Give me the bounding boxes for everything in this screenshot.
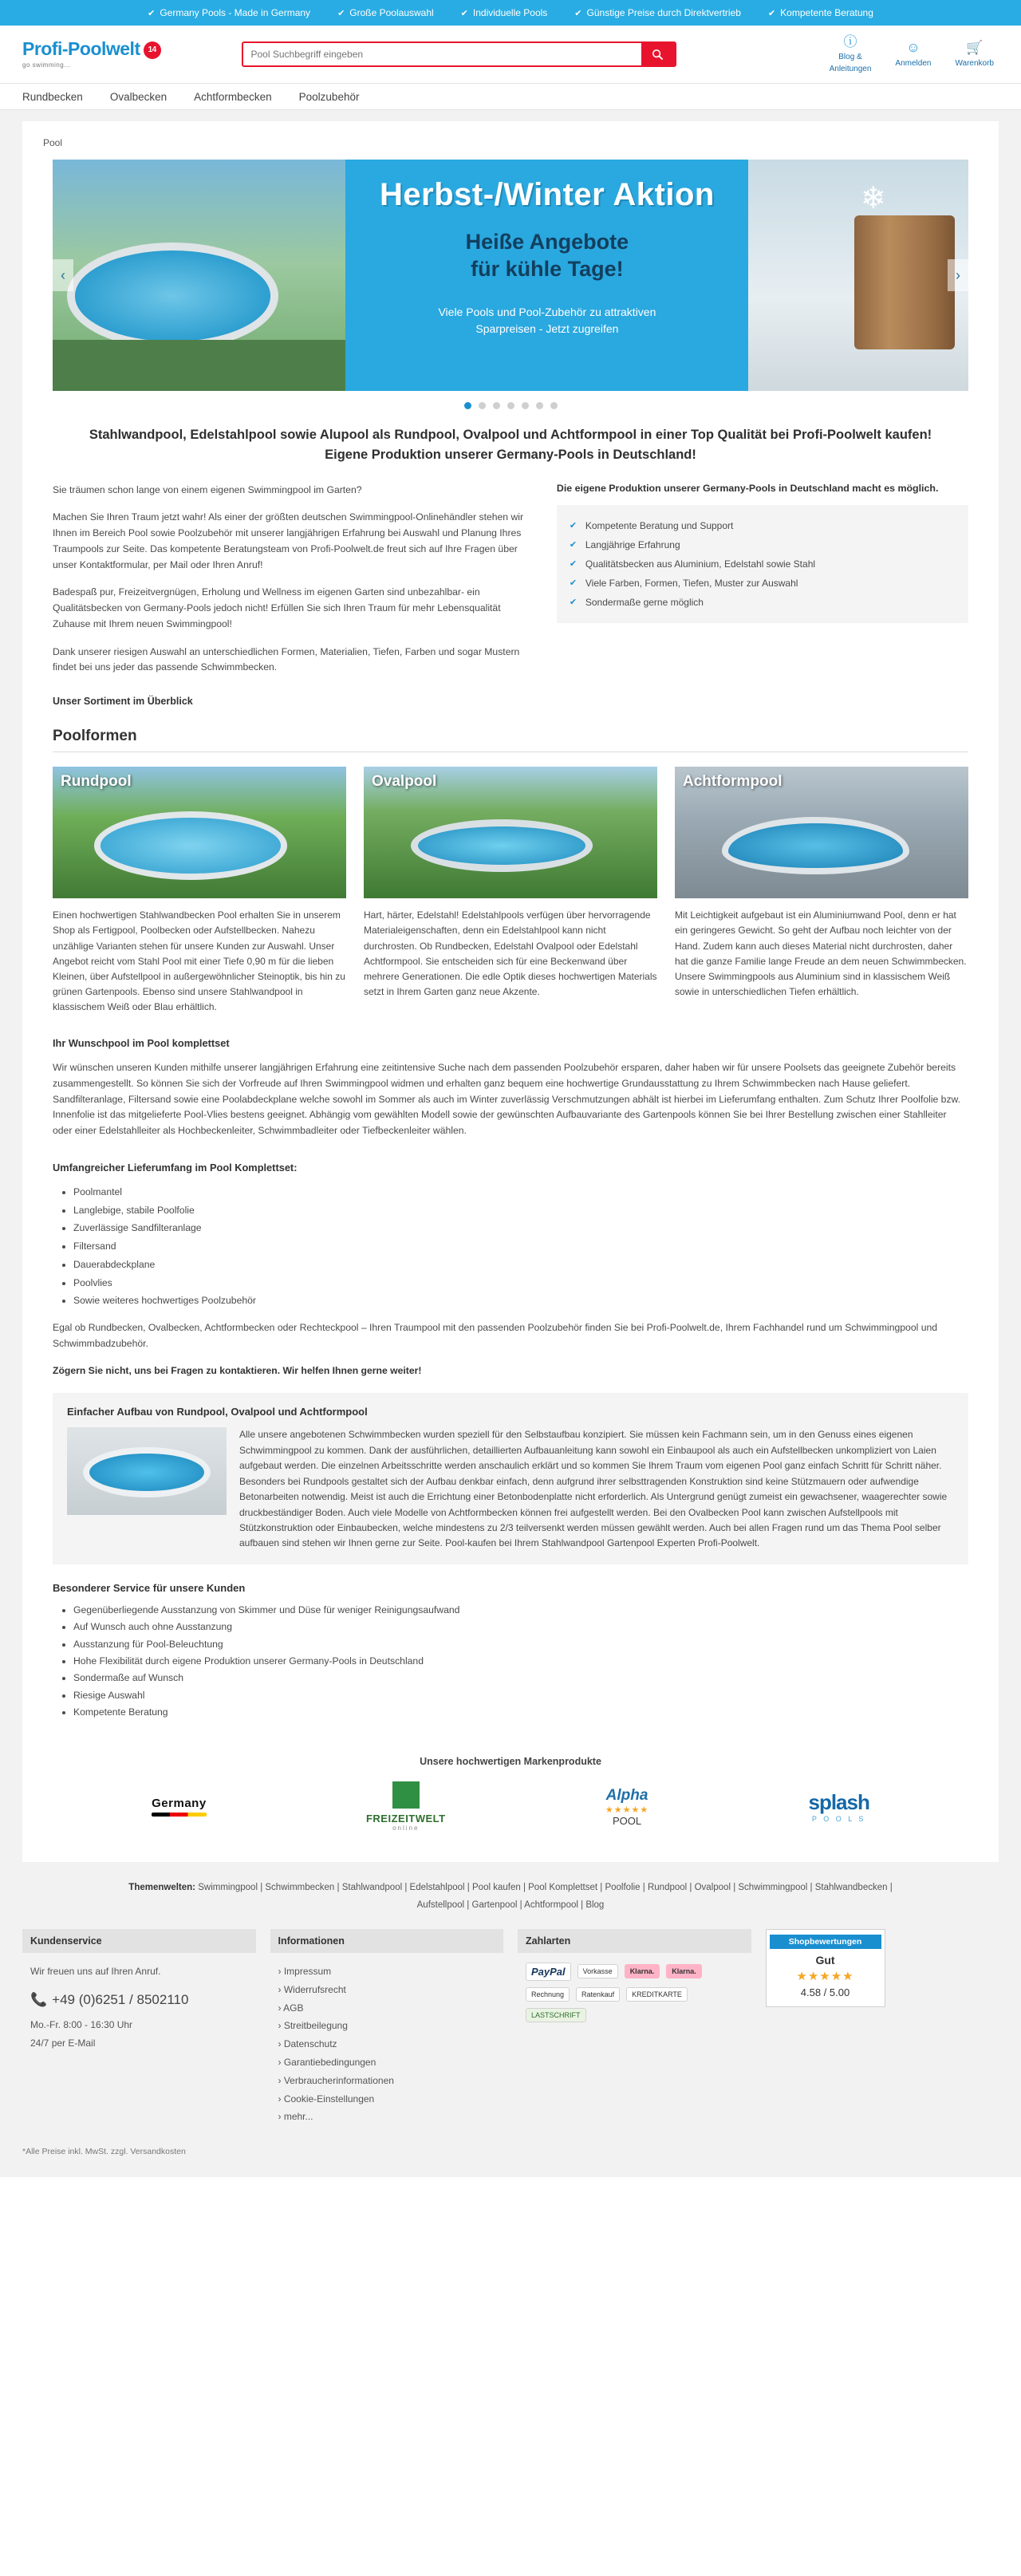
main-navigation (0, 83, 1021, 110)
intro-bullets-heading: Die eigene Produktion unserer Germany-Pools in Deutschland macht es möglich. (556, 482, 939, 494)
footer-kundenservice-body (22, 1963, 256, 2053)
usp-item (461, 7, 548, 18)
aufbau-image (67, 1427, 227, 1515)
germany-flag-icon (152, 1813, 207, 1817)
aufbau-text: Alle unsere angebotenen Schwimmbecken wurden speziell für den Selbstaufbau konzipiert. Sie müssen kein Fachmann sein, um in den Genuss eines eigenen Schwimmingpool zu kommen. Dank der ausführlichen, detaillierten Aufbauanleitung kann sowohl ein Einbaupool als auch ein Aufstellbecken unkompliziert von Laien aufgebaut werden. Die einzelnen Arbeitsschritte werden anschaulich erklärt und so kommen Sie Ihrem Traum vom eigenen Pool ganz einfach Schritt für Schritt näher. Besonders bei Rundpools gestaltet sich der Aufbau denkbar einfach, denn aufgrund ihrer selbsttragenden Konstruktion sind keine Stützmauern oder aufwendige Betonarbeiten notwendig. Meist ist auch die Errichtung einer Betonbodenplatte nicht erforderlich. Als Untergrund genügt zumeist ein gewachsener, waagerechter sowie druckbeständiger Boden. Auch viele Modelle von Achtformbecken können frei aufgestellt werden. Bei den Ovalbecken Pool kann zwischen Aufstellpools mit Stützkonstruktion oder Einbaubecken, welche mindestens zu 2/3 teilversenkt werden müssen gewählt werden. Auch bei allen Fragen rund um das Thema Pool selber aufbauen sind stehen wir Ihnen gerne zur Seite. Pool-kaufen bei Ihrem Stahlwandpool Gartenpool Experten Profi-Poolwelt. (239, 1429, 948, 1549)
shop-rating-stars-icon: ★★★★★ (796, 1969, 854, 1983)
themenwelten-label: Themenwelten: (128, 1883, 196, 1893)
footer-link-streitbeilegung[interactable]: › Streitbeilegung (278, 2020, 348, 2032)
slider-subtitle-line2: für kühle Tage! (471, 256, 624, 281)
aufbau-info-box (53, 1393, 968, 1564)
search-button[interactable] (641, 43, 675, 65)
slider-note (345, 304, 748, 337)
usp-label: Individuelle Pools (472, 7, 548, 18)
footer-rating-column (766, 1929, 999, 2126)
themenwelten-link[interactable]: Edelstahlpool (409, 1883, 465, 1893)
usp-item (574, 7, 741, 18)
check-icon: ✔ (337, 8, 345, 18)
service-section (40, 1564, 981, 1721)
intro-bullet-list (570, 516, 956, 612)
lieferumfang-heading: Umfangreicher Lieferumfang im Pool Komplettset: (53, 1162, 298, 1174)
aufbau-heading: Einfacher Aufbau von Rundpool, Ovalpool und Achtformpool (67, 1406, 368, 1418)
footer-phone[interactable] (30, 1987, 248, 2013)
usp-label: Kompetente Beratung (780, 7, 873, 18)
intro-text-column (53, 483, 536, 688)
brands-title: Unsere hochwertigen Markenprodukte (420, 1756, 601, 1768)
footer-zahlarten (518, 1929, 751, 2126)
header-login-button[interactable] (895, 40, 931, 68)
logo-tagline: go swimming... (22, 61, 71, 69)
themenwelten-link[interactable]: Schwimmbecken (265, 1883, 335, 1893)
poolform-text: Hart, härter, Edelstahl! Edelstahlpools verfügen über hervorragende Materialeigenschaften, denn ein Edelstahlpool kann nicht durchrosten. Ob Rundbecken, Edelstahl Ovalpool oder Edelstahl Achtformpool. Sie entscheiden sich für eine Beckenwand über mehrere Generationen. Die edle Optik dieses hochwertigen Materials setzt in Ihrem Garten ganz neue Akzente. (364, 909, 657, 998)
service-item: • Auf Wunsch auch ohne Ausstanzung (73, 1619, 968, 1635)
poolform-image-ovalpool (364, 767, 657, 898)
check-icon: ✔ (767, 8, 776, 18)
footer-phone-number: +49 (0)6251 / 8502110 (52, 1991, 189, 2007)
footer-informationen (270, 1929, 504, 2126)
header-blog-button[interactable] (830, 34, 872, 74)
footer-columns (22, 1929, 999, 2126)
nav-item-achtformbecken[interactable]: Achtformbecken (194, 90, 272, 103)
pool-water-shape (411, 819, 593, 872)
wunschpool-heading: Ihr Wunschpool im Pool komplettset (53, 1037, 230, 1050)
lieferumfang-item: • Zuverlässige Sandfilteranlage (73, 1221, 968, 1237)
footer-link-widerrufsrecht[interactable]: › Widerrufsrecht (278, 1983, 346, 1995)
usp-label: Germany Pools - Made in Germany (160, 7, 311, 18)
themenwelten-link[interactable]: Blog (585, 1900, 605, 1911)
payment-klarna-icon: Klarna. (625, 1964, 660, 1978)
lieferumfang-list (53, 1185, 968, 1309)
check-icon: ✔ (460, 8, 468, 18)
footer-price-note: *Alle Preise inkl. MwSt. zzgl. Versandkosten (22, 2147, 186, 2157)
footer-kundenservice-title: Kundenservice (22, 1929, 256, 1953)
shop-rating-value: 4.58 / 5.00 (800, 1986, 850, 1998)
slider-dot[interactable] (550, 402, 558, 409)
intro-section (40, 483, 981, 688)
slider-hedge (53, 340, 345, 391)
usp-item (337, 7, 434, 18)
themenwelten-link[interactable]: Stahlwandpool (341, 1883, 403, 1893)
header-blog-label-2: Anleitungen (829, 65, 872, 74)
slider-note-line2: Sparpreisen - Jetzt zugreifen (475, 322, 619, 335)
search-box[interactable] (242, 41, 676, 67)
themenwelten-link[interactable]: Pool kaufen (472, 1883, 521, 1893)
poolform-image-rundpool (53, 767, 346, 898)
intro-paragraph-2: Machen Sie Ihren Traum jetzt wahr! Als einer der größten deutschen Swimmingpool-Onlinehändler stehen wir Ihnen im Bereich Pool sowie Poolzubehör mit unserer langjährigen Erfahrung bei Auswahl und Planung Ihres Traumpools zur Seite. Das kompetente Beratungsteam von Profi-Poolwelt.de freut sich auf Ihre Fragen über unser Kontaktformular, per Mail oder Ihren Anruf! (53, 511, 524, 570)
logo-text (22, 40, 182, 59)
intro-bullet-item: ✔ Langjährige Erfahrung (570, 535, 956, 554)
footer-kundenservice-intro: Wir freuen uns auf Ihren Anruf. (30, 1965, 161, 1977)
brand-alpha[interactable] (605, 1787, 648, 1827)
intro-bullets-column (557, 483, 968, 688)
themenwelten-link[interactable]: Achtformpool (524, 1900, 578, 1911)
payment-paypal-icon: PayPal (526, 1963, 571, 1981)
slider-dot[interactable] (536, 402, 543, 409)
payment-vorkasse-icon: Vorkasse (578, 1964, 618, 1978)
nav-item-poolzubehoer[interactable]: Poolzubehör (298, 90, 360, 103)
content-card (22, 121, 999, 1862)
slider-text-panel (345, 160, 748, 391)
brands-row (40, 1781, 981, 1841)
header-actions (735, 34, 999, 74)
site-header (0, 26, 1021, 83)
aufbau-inner (67, 1427, 954, 1552)
payment-ratenkauf-icon: Ratenkauf (576, 1987, 620, 2002)
service-item: • Sondermaße auf Wunsch (73, 1670, 968, 1686)
wunschpool-section (40, 1036, 981, 1379)
poolformen-cards (40, 762, 981, 1015)
wunschpool-cta: Zögern Sie nicht, uns bei Fragen zu kontaktieren. Wir helfen Ihnen gerne weiter! (53, 1364, 422, 1376)
intro-paragraph-1: Sie träumen schon lange von einem eigenen Swimmingpool im Garten? (53, 483, 362, 495)
slider-right-image (748, 160, 968, 391)
freizeitwelt-mark-icon (392, 1781, 420, 1809)
intro-bullet-item: ✔ Viele Farben, Formen, Tiefen, Muster zur Auswahl (570, 574, 956, 593)
header-cart-button[interactable] (955, 40, 994, 68)
pool-water-shape (722, 817, 910, 875)
footer-zahlarten-title: Zahlarten (518, 1929, 751, 1953)
footer-informationen-title: Informationen (270, 1929, 504, 1953)
phone-icon: 📞 (30, 1991, 48, 2007)
search-input[interactable] (243, 43, 641, 65)
poolform-label: Achtformpool (683, 773, 783, 791)
site-footer (0, 1929, 1021, 2177)
intro-paragraph-4: Dank unserer riesigen Auswahl an unterschiedlichen Formen, Materialien, Tiefen, Farben und sogar Mustern findet bei uns jeder das passende Schwimmbecken. (53, 645, 520, 673)
lieferumfang-item: • Langlebige, stabile Poolfolie (73, 1203, 968, 1219)
footer-link-cookie-einstellungen[interactable]: › Cookie-Einstellungen (278, 2093, 375, 2105)
slider-dots (40, 391, 981, 416)
nav-item-rundbecken[interactable]: Rundbecken (22, 90, 83, 103)
service-list (53, 1602, 968, 1721)
themenwelten-link[interactable]: Pool Komplettset (528, 1883, 598, 1893)
intro-bullet-item: ✔ Kompetente Beratung und Support (570, 516, 956, 535)
themenwelten-link[interactable]: Aufstellpool (416, 1900, 465, 1911)
intro-bullet-item: ✔ Qualitätsbecken aus Aluminium, Edelstahl sowie Stahl (570, 554, 956, 574)
footer-link-mehr[interactable]: › mehr... (278, 2111, 313, 2123)
intro-bullet-item: ✔ Sondermaße gerne möglich (570, 593, 956, 612)
info-icon: ⓘ (843, 34, 857, 49)
search-icon (652, 49, 664, 61)
slider-pool-shape (67, 243, 278, 349)
poolform-card-rundpool[interactable] (53, 767, 346, 1015)
service-heading: Besonderer Service für unsere Kunden (53, 1581, 246, 1594)
payment-rechnung-icon: Rechnung (526, 1987, 570, 2002)
themenwelten-link[interactable]: Gartenpool (471, 1900, 518, 1911)
slider-dot[interactable] (522, 402, 529, 409)
usp-bar (0, 0, 1021, 26)
footer-link-impressum[interactable]: › Impressum (278, 1965, 332, 1977)
pool-water-shape (94, 811, 288, 880)
snowflake-icon: ❄ (860, 182, 886, 216)
themenwelten-link[interactable]: Rundpool (647, 1883, 688, 1893)
lieferumfang-item: • Poolvlies (73, 1276, 968, 1292)
shop-rating-widget[interactable] (766, 1929, 885, 2007)
slider-next-button[interactable]: › (948, 259, 968, 291)
poolform-card-achtformpool[interactable] (675, 767, 968, 1015)
footer-mail: 24/7 per E-Mail (30, 2037, 96, 2049)
slider-note-line1: Viele Pools und Pool-Zubehör zu attraktiven (438, 305, 656, 318)
logo-wordmark: Profi-Poolwelt (22, 38, 140, 60)
usp-item (768, 7, 873, 18)
usp-label: Große Poolauswahl (349, 7, 434, 18)
themenwelten-link[interactable]: Poolfolie (605, 1883, 641, 1893)
service-item: • Hohe Flexibilität durch eigene Produktion unserer Germany-Pools in Deutschland (73, 1653, 968, 1670)
payment-klarna-icon-2: Klarna. (666, 1964, 702, 1978)
payment-methods (518, 1963, 751, 2022)
pool-water-shape (83, 1447, 211, 1498)
footer-hours: Mo.-Fr. 8:00 - 16:30 Uhr (30, 2019, 133, 2031)
footer-link-garantiebedingungen[interactable]: › Garantiebedingungen (278, 2056, 376, 2068)
poolformen-heading: Poolformen (53, 728, 968, 752)
slider-dot[interactable] (493, 402, 500, 409)
footer-kundenservice (22, 1929, 256, 2126)
brand-germany-label: Germany (152, 1797, 207, 1811)
logo-anniversary-badge: 14 (144, 41, 161, 59)
payment-lastschrift-icon: LASTSCHRIFT (526, 2008, 586, 2022)
wunschpool-paragraph-1: Wir wünschen unseren Kunden mithilfe unserer langjährigen Erfahrung eine zeitintensive Suche nach dem passenden Poolzubehör ersparen, daher haben wir für unsere Poolsets das geeignete Zubehör bereits zusammengestellt. So können Sie sich der Vorfreude auf Ihren Swimmingpool widmen und erhalten ganz bequem eine hochwertige Grundausstattung zu Ihrem Schwimmbecken nach Hause geliefert. Sandfilteranlage, Filtersand sowie eine Poolabdeckplane welche sowohl im Sommer als auch im Winter zuverlässig Verschmutzungen abhält ist hierbei im Lieferumfang enthalten. Zum Schutz Ihrer Poolfolie bzw. Innenfolie ist das mitgelieferte Pool-Vlies bestens geeignet. Abhängig vom gewählten Modell sowie der gewünschten Aufbauvariante des Gartenpools können Sie bei Ihrer Bestellung zwischen einer Stahlleiter oder einer Edelstahlleiter als Hochbeckenleiter, Schwimmbadleiter oder Tiefbeckenleiter wählen. (53, 1062, 961, 1137)
intro-paragraph-3: Badespaß pur, Freizeitvergnügen, Erholung und Wellness im eigenen Garten sind unbezahlbar- ein Qualitätsbecken von Germany-Pools jedoch nicht! Erfüllen Sie sich Ihren Traum für mehr Lebensqualität Zuhause mit Ihrem neuen Swimmingpool! (53, 586, 501, 629)
slider-title: Herbst-/Winter Aktion (380, 177, 715, 212)
slider-subtitle (345, 229, 748, 283)
themenwelten-link[interactable]: Swimmingpool (198, 1883, 258, 1893)
hero-slider[interactable] (53, 160, 968, 391)
brand-splash-sub: P O O L S (811, 1815, 866, 1824)
assortment-lead: Unser Sortiment im Überblick (53, 696, 193, 708)
footer-link-datenschutz[interactable]: › Datenschutz (278, 2038, 337, 2050)
breadcrumb[interactable]: Pool (43, 137, 63, 148)
brand-splash[interactable] (808, 1790, 869, 1823)
brand-germany[interactable] (152, 1797, 207, 1817)
brand-alpha-sub: POOL (612, 1814, 642, 1827)
usp-label: Günstige Preise durch Direktvertrieb (586, 7, 741, 18)
brand-splash-label: splash (808, 1790, 869, 1815)
brand-alpha-stars-icon: ★★★★★ (605, 1805, 649, 1815)
service-item: • Kompetente Beratung (73, 1704, 968, 1721)
service-item: • Riesige Auswahl (73, 1687, 968, 1704)
user-icon: ☺ (906, 40, 920, 56)
page-title: Stahlwandpool, Edelstahlpool sowie Alupool als Rundpool, Ovalpool und Achtformpool in einer Top Qualität bei Profi-Poolwelt kaufen! Eigene Produktion unserer Germany-Pools in Deutschland! (89, 428, 932, 462)
intro-bullet-box (557, 505, 968, 623)
search-area (182, 41, 735, 67)
themenwelten-link[interactable]: Stahlwandbecken (814, 1883, 888, 1893)
header-blog-label-1: Blog & (838, 53, 862, 62)
footer-link-verbraucherinformationen[interactable]: › Verbraucherinformationen (278, 2074, 394, 2086)
brand-freizeitwelt-sub: online (392, 1825, 420, 1832)
slider-dot[interactable] (464, 402, 471, 409)
shop-rating-header: Shopbewertungen (770, 1935, 881, 1949)
slider-dot[interactable] (507, 402, 514, 409)
slider-subtitle-line1: Heiße Angebote (465, 230, 629, 254)
brand-freizeitwelt-label: FREIZEITWELT (365, 1813, 446, 1825)
nav-item-ovalbecken[interactable]: Ovalbecken (109, 90, 168, 103)
usp-item (148, 7, 310, 18)
themenwelten-bar: Themenwelten: Swimmingpool | Schwimmbecken | Stahlwandpool | Edelstahlpool | Pool kaufen | Pool Komplettset | Poolfolie | Rundpool | Ovalpool | Schwimmingpool | Stahlwandbecken | Aufstellpool | Gartenpool | Achtformpool | Blog (0, 1862, 1021, 1929)
poolform-image-achtformpool (675, 767, 968, 898)
service-item: • Ausstanzung für Pool-Beleuchtung (73, 1636, 968, 1653)
slider-barrel-shape (854, 215, 956, 349)
cart-icon: 🛒 (966, 40, 984, 56)
lieferumfang-item: • Dauerabdeckplane (73, 1257, 968, 1273)
poolform-text: Mit Leichtigkeit aufgebaut ist ein Aluminiumwand Pool, denn er hat ein geringeres Gewicht. So geht der Aufbau noch leichter von der Hand. Zudem kann auch dieses Material nicht durchrosten, daher hat die ganze Familie lange Freude an dem neuen Schwimmbecken. Unsere Swimmingpools aus Aluminium sind in klassischem Weiß sowie in unterschiedlichen Tiefen erhältlich. (675, 909, 967, 998)
logo[interactable] (22, 40, 182, 69)
themenwelten-link[interactable]: Ovalpool (694, 1883, 731, 1893)
service-item: • Gegenüberliegende Ausstanzung von Skimmer und Düse für weniger Reinigungsaufwand (73, 1602, 968, 1619)
themenwelten-link[interactable]: Schwimmingpool (738, 1883, 808, 1893)
poolform-text: Einen hochwertigen Stahlwandbecken Pool erhalten Sie in unserem Shop als Fertigpool, Poolbecken oder Aufstellbecken. Nahezu unzählige Varianten stehen für unsere Kunden zur Auswahl. Unser Angebot reicht vom Stahl Pool mit einer Tiefe 0,90 m für die lieben Kleinen, über Aufstellpool in außergewöhnlicher Steinoptik, bis hin zu grünen Gartenpools. Ebenso sind unsere Stahlwandpool in klassischem Weiß oder Blau erhältlich. (53, 909, 345, 1013)
page-body (0, 110, 1021, 1862)
poolform-label: Rundpool (61, 773, 132, 791)
slider-left-image (53, 160, 345, 391)
slider-prev-button[interactable]: ‹ (53, 259, 73, 291)
header-cart-label: Warenkorb (955, 58, 994, 68)
wunschpool-paragraph-2: Egal ob Rundbecken, Ovalbecken, Achtformbecken oder Rechteckpool – Ihren Traumpool mit den passenden Poolzubehör finden Sie bei Profi-Poolwelt.de, Ihrem Fachhandel rund um Schwimmingpool und Schwimmbadzubehör. (53, 1322, 938, 1349)
lieferumfang-item: • Sowie weiteres hochwertiges Poolzubehör (73, 1293, 968, 1309)
check-icon: ✔ (574, 8, 582, 18)
payment-kreditkarte-icon: KREDITKARTE (626, 1987, 688, 2002)
shop-rating-grade: Gut (815, 1953, 835, 1967)
check-icon: ✔ (148, 8, 156, 18)
poolform-label: Ovalpool (372, 773, 437, 791)
lieferumfang-item: • Filtersand (73, 1239, 968, 1255)
poolform-card-ovalpool[interactable] (364, 767, 657, 1015)
slider-dot[interactable] (479, 402, 486, 409)
lieferumfang-item: • Poolmantel (73, 1185, 968, 1201)
footer-link-agb[interactable]: › AGB (278, 2002, 304, 2014)
header-login-label: Anmelden (895, 58, 932, 68)
brand-freizeitwelt[interactable] (366, 1781, 446, 1832)
footer-informationen-body (270, 1963, 504, 2126)
brand-alpha-label: Alpha (605, 1786, 648, 1804)
